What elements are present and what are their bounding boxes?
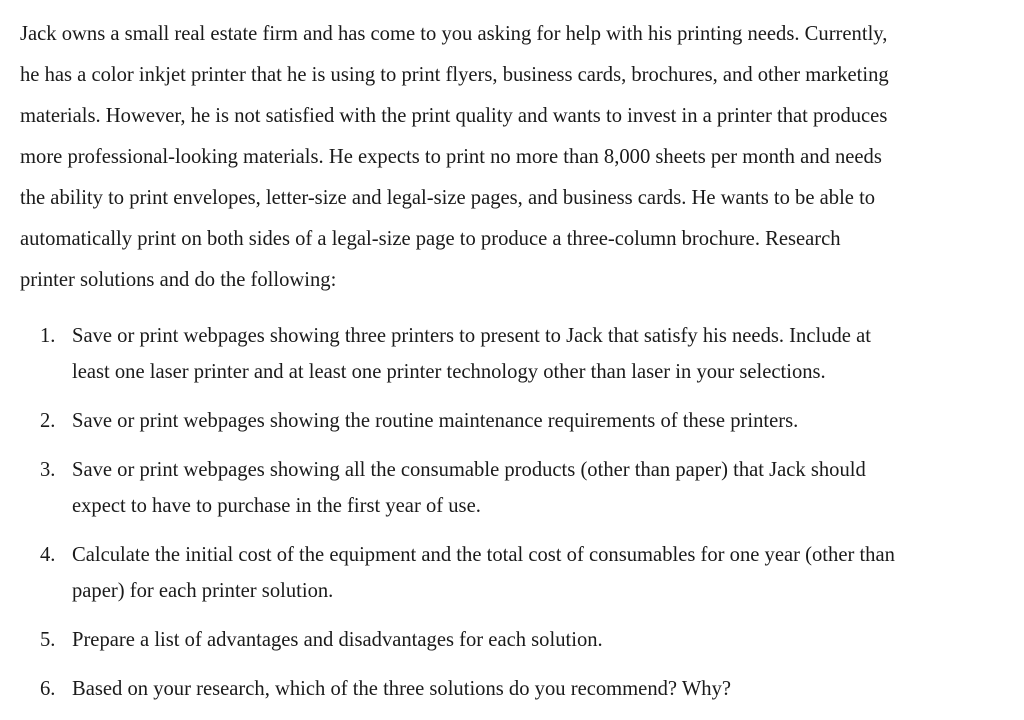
task-text-line: Prepare a list of advantages and disadvantages for each solution. [72, 629, 603, 651]
task-text-line: Based on your research, which of the three solutions do you recommend? Why? [72, 678, 731, 700]
intro-line: more professional-looking materials. He expects to print no more than 8,000 sheets per month and needs [20, 146, 882, 168]
task-number: 2. [40, 410, 56, 432]
task-number: 6. [40, 678, 56, 700]
task-list [20, 318, 1010, 720]
task-item-4 [20, 537, 1010, 609]
task-number: 1. [40, 325, 56, 347]
intro-line: Jack owns a small real estate firm and has come to you asking for help with his printing needs. Currently, [20, 23, 888, 45]
task-number: 4. [40, 544, 56, 566]
task-number: 3. [40, 459, 56, 481]
task-text-line: Save or print webpages showing three printers to present to Jack that satisfy his needs. Include at [72, 325, 871, 347]
task-text-line: Calculate the initial cost of the equipment and the total cost of consumables for one year (other than [72, 544, 895, 566]
task-text-line: paper) for each printer solution. [72, 580, 334, 602]
task-text-line: least one laser printer and at least one printer technology other than laser in your selections. [72, 361, 826, 383]
intro-line: he has a color inkjet printer that he is using to print flyers, business cards, brochures, and other marketing [20, 64, 889, 86]
task-item-2 [20, 403, 1010, 439]
intro-line: printer solutions and do the following: [20, 269, 337, 291]
intro-line: the ability to print envelopes, letter-size and legal-size pages, and business cards. He wants to be able to [20, 187, 876, 209]
intro-line: automatically print on both sides of a legal-size page to produce a three-column brochure. Research [20, 228, 841, 250]
task-item-6 [20, 671, 1010, 707]
task-item-5 [20, 622, 1010, 658]
task-item-3 [20, 452, 1010, 524]
task-text-line: Save or print webpages showing the routine maintenance requirements of these printers. [72, 410, 799, 432]
task-number: 5. [40, 629, 56, 651]
task-text-line: Save or print webpages showing all the consumable products (other than paper) that Jack should [72, 459, 866, 481]
task-item-1 [20, 318, 1010, 390]
intro-paragraph [20, 14, 1010, 301]
intro-line: materials. However, he is not satisfied with the print quality and wants to invest in a printer that produces [20, 105, 888, 127]
task-text-line: expect to have to purchase in the first year of use. [72, 495, 481, 517]
document-body [20, 14, 1010, 700]
